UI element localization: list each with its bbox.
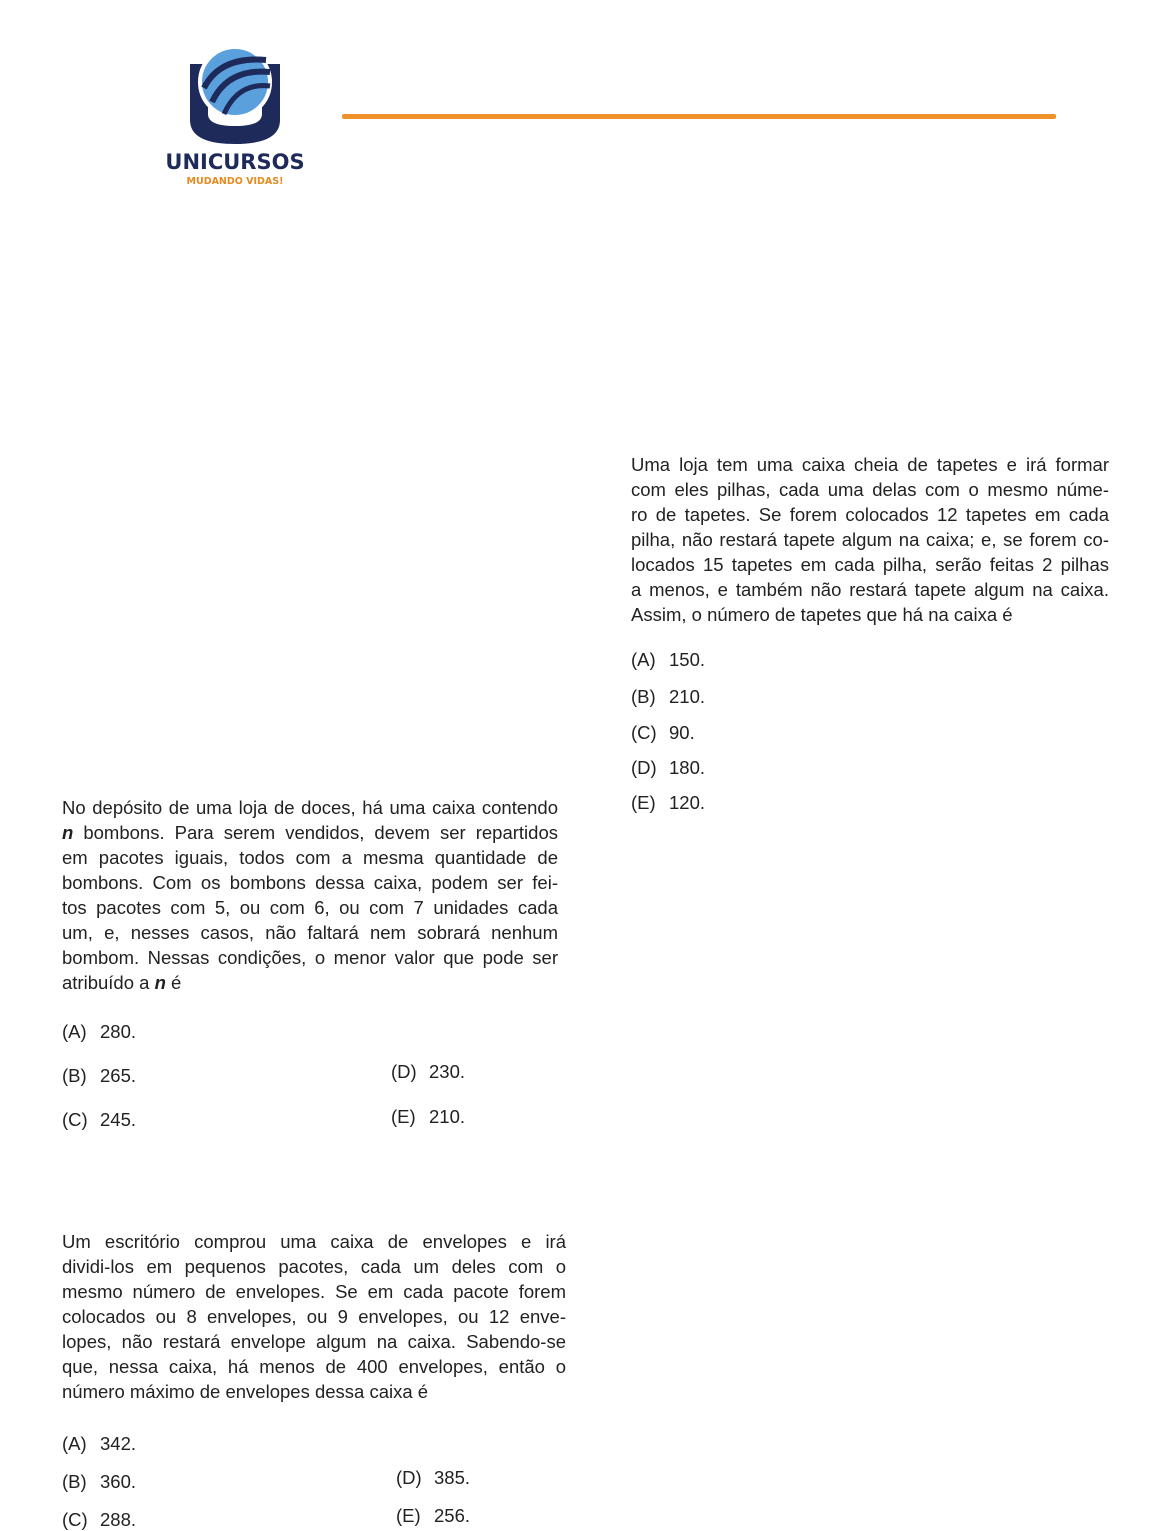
question-line: em pacotes iguais, todos com a mesma quantidade de [62,847,558,868]
option-value: 342. [100,1433,137,1454]
variable-n: n [62,822,74,843]
option-d [391,1061,465,1083]
option-letter: (C) [631,722,657,743]
option-letter: (C) [62,1109,88,1130]
question-line: com eles pilhas, cada uma delas com o mesmo núme- [631,479,1109,500]
question-line: Um escritório comprou uma caixa de envelopes e irá [62,1231,566,1252]
question-line: Uma loja tem uma caixa cheia de tapetes e irá formar [631,454,1109,475]
option-a [62,1433,136,1455]
question-tapetes [631,452,1109,627]
question-line: locados 15 tapetes em cada pilha, serão feitas 2 pilhas [631,554,1109,575]
question-line: Assim, o número de tapetes que há na caixa é [631,604,1013,625]
option-a [631,649,705,671]
option-d [631,757,705,779]
option-a [62,1021,136,1043]
option-value: 210. [669,686,706,707]
option-letter: (E) [631,792,656,813]
question-line: bombom. Nessas condições, o menor valor que pode ser [62,947,558,968]
option-c [62,1509,136,1531]
option-c [631,722,695,744]
option-value: 90. [669,722,695,743]
option-letter: (D) [631,757,657,778]
logo-emblem-icon [160,42,310,147]
option-value: 245. [100,1109,137,1130]
question-line: No depósito de uma loja de doces, há uma caixa contendo [62,797,558,818]
option-b [62,1471,136,1493]
option-letter: (E) [396,1505,421,1526]
question-line: colocados ou 8 envelopes, ou 9 envelopes, ou 12 enve- [62,1306,566,1327]
question-line: mesmo número de envelopes. Se em cada pacote forem [62,1281,566,1302]
option-letter: (A) [62,1433,87,1454]
option-letter: (D) [396,1467,422,1488]
option-letter: (B) [62,1471,87,1492]
question-line: dividi-los em pequenos pacotes, cada um deles com o [62,1256,566,1277]
question-envelopes [62,1229,566,1404]
option-value: 120. [669,792,706,813]
question-line-text: é [165,972,182,993]
question-line: número máximo de envelopes dessa caixa é [62,1381,429,1402]
header-divider [342,114,1056,119]
option-letter: (B) [631,686,656,707]
question-line: tos pacotes com 5, ou com 6, ou com 7 unidades cada [62,897,558,918]
question-line-text: bombons. Para serem vendidos, devem ser repartidos [73,822,558,843]
question-line: bombons. Com os bombons dessa caixa, podem ser fei- [62,872,558,893]
option-value: 180. [669,757,706,778]
option-letter: (C) [62,1509,88,1530]
unicursos-logo [160,42,310,192]
brand-name: UNICURSOS [165,150,305,174]
option-value: 230. [429,1061,466,1082]
question-line: que, nessa caixa, há menos de 400 envelopes, então o [62,1356,566,1377]
option-letter: (A) [631,649,656,670]
option-value: 280. [100,1021,137,1042]
option-e [391,1106,465,1128]
option-d [396,1467,470,1489]
variable-n: n [154,972,166,993]
option-b [62,1065,136,1087]
option-c [62,1109,136,1131]
option-letter: (B) [62,1065,87,1086]
option-value: 210. [429,1106,466,1127]
option-e [631,792,705,814]
option-value: 385. [434,1467,471,1488]
question-line: lopes, não restará envelope algum na caixa. Sabendo-se [62,1331,566,1352]
option-value: 360. [100,1471,137,1492]
option-letter: (E) [391,1106,416,1127]
question-line: pilha, não restará tapete algum na caixa; e, se forem co- [631,529,1109,550]
question-line: um, e, nesses casos, não faltará nem sobrará nenhum [62,922,558,943]
question-line: ro de tapetes. Se forem colocados 12 tapetes em cada [631,504,1109,525]
option-e [396,1505,470,1527]
option-value: 288. [100,1509,137,1530]
question-line [62,820,558,845]
option-value: 265. [100,1065,137,1086]
option-letter: (A) [62,1021,87,1042]
question-line: a menos, e também não restará tapete algum na caixa. [631,579,1109,600]
question-line [62,970,558,995]
option-b [631,686,705,708]
brand-slogan: MUDANDO VIDAS! [186,176,284,187]
question-bombons [62,795,558,995]
option-value: 150. [669,649,706,670]
option-letter: (D) [391,1061,417,1082]
question-line-text: atribuído a [62,972,155,993]
option-value: 256. [434,1505,471,1526]
